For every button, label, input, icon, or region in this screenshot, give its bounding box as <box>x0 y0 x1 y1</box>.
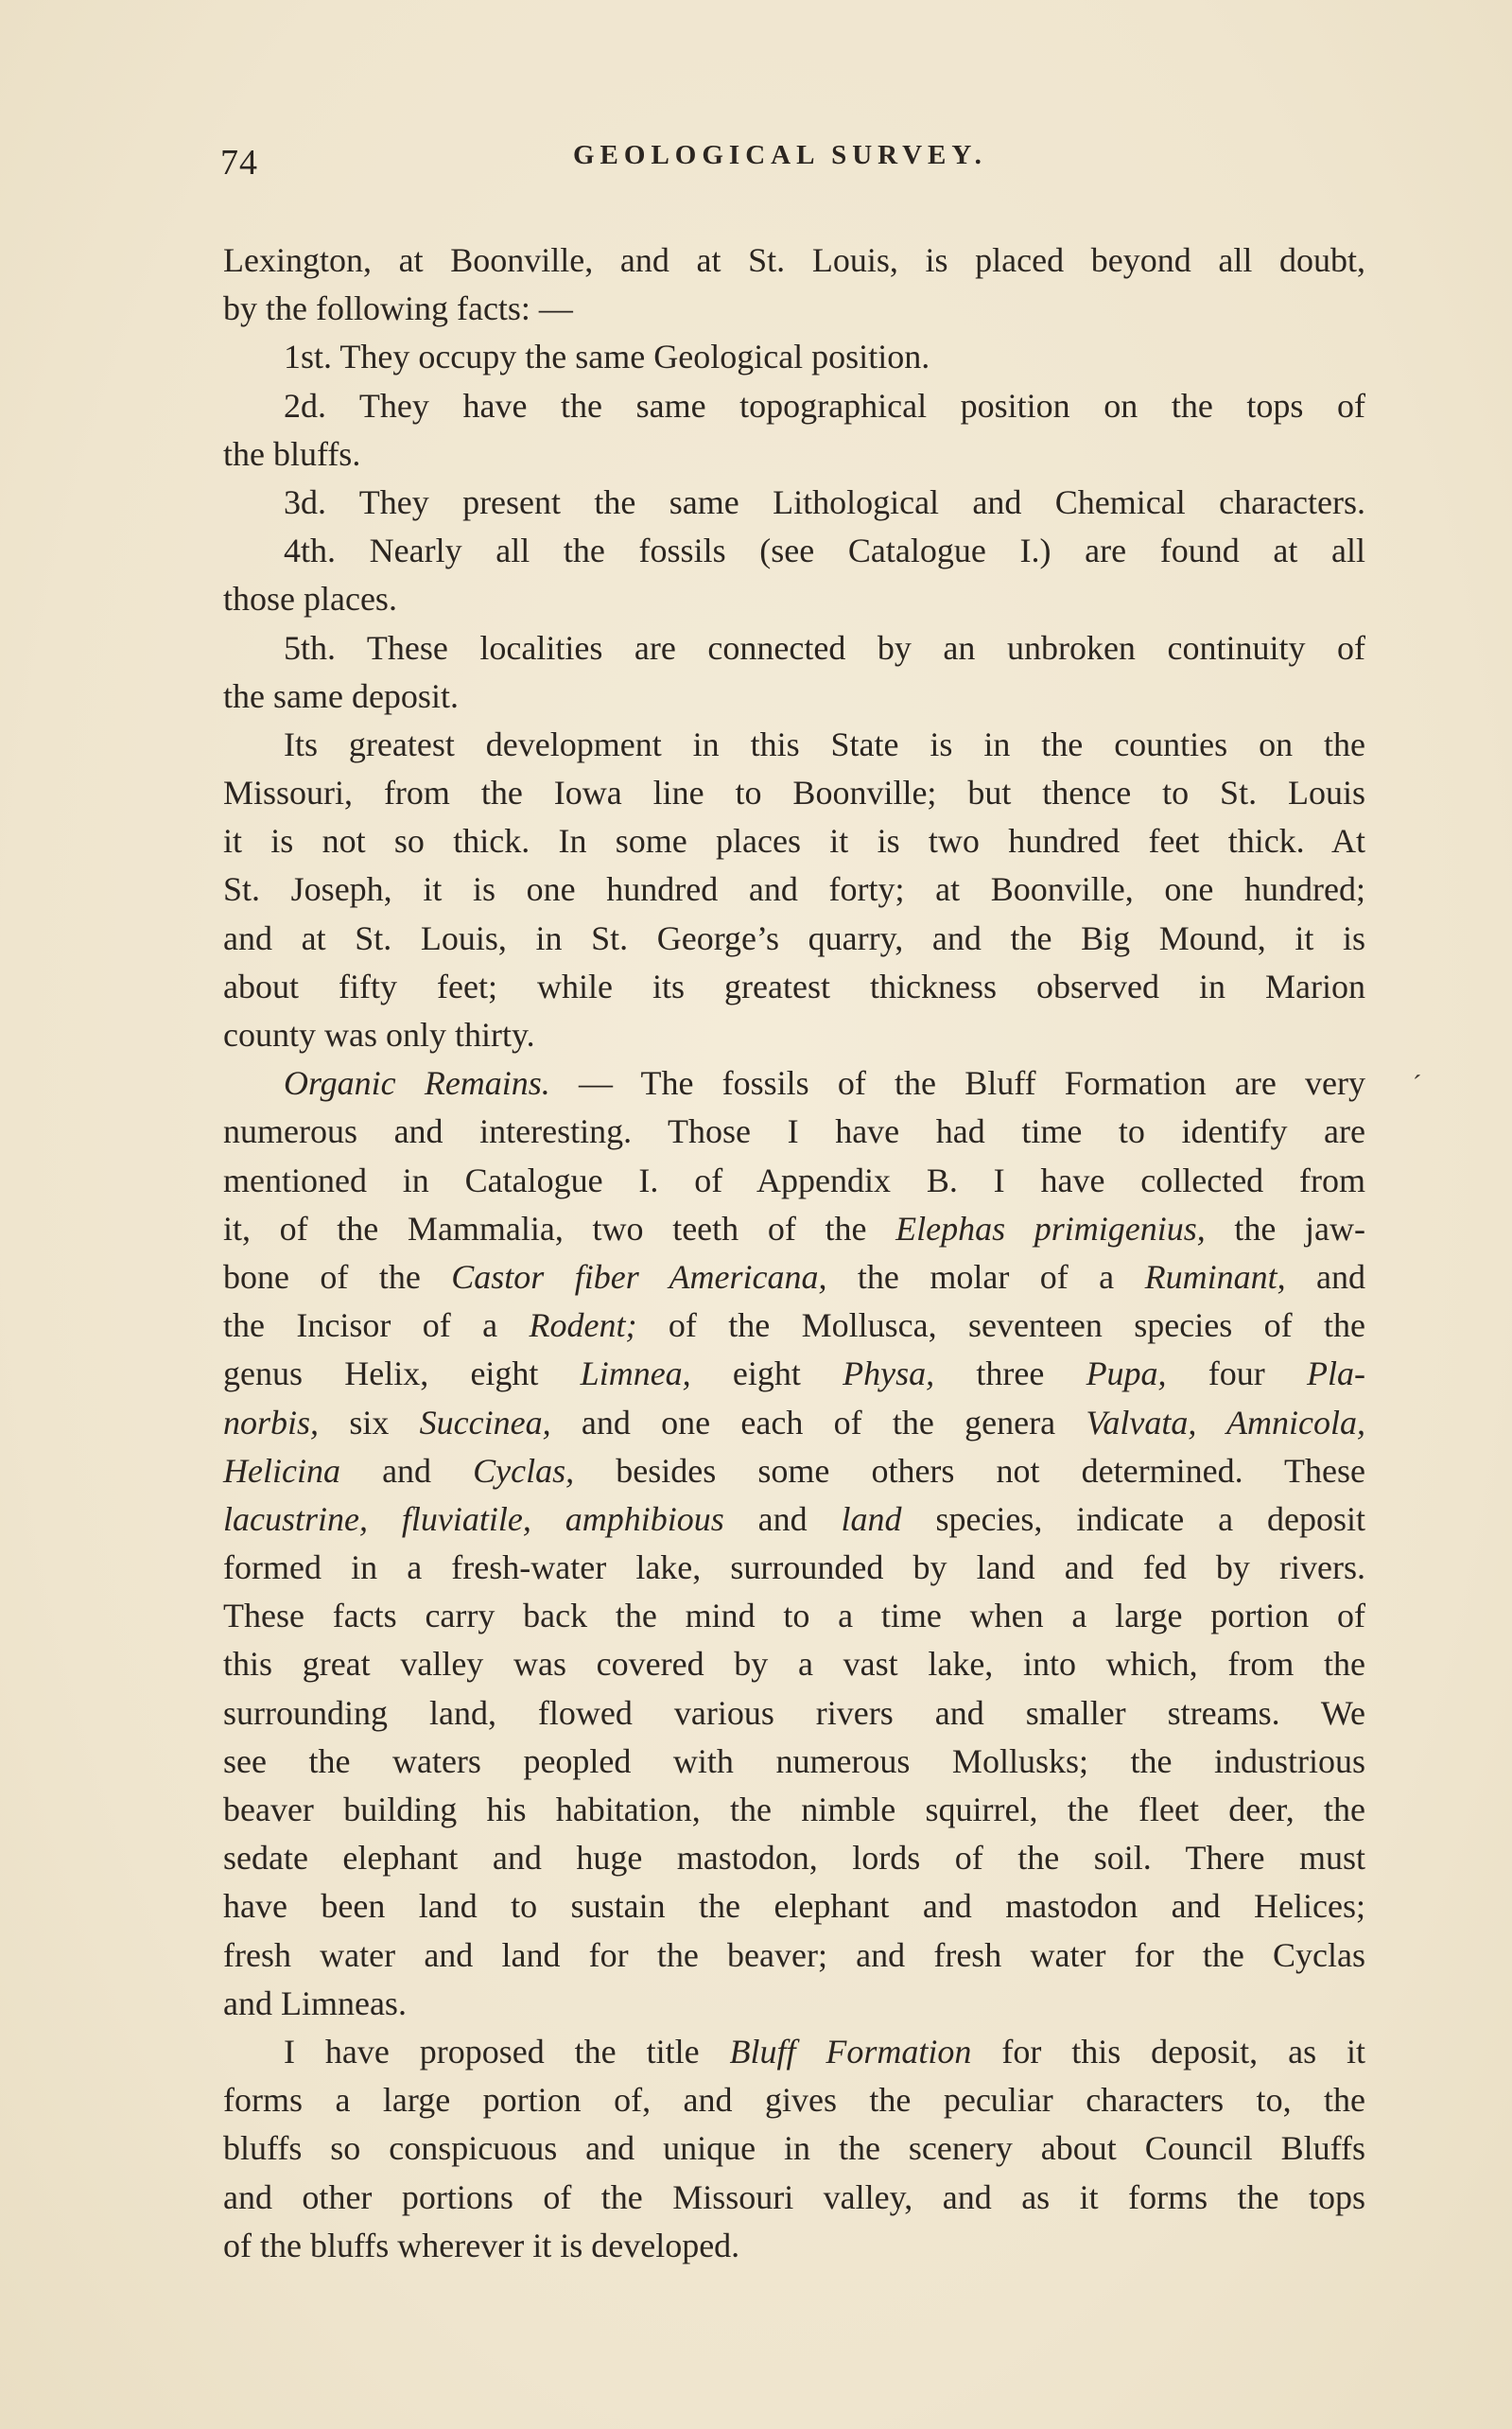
text-line <box>223 2222 1365 2270</box>
text-segment: the jaw- <box>1205 1209 1366 1248</box>
italic-text: lacustrine, fluviatile, amphibious <box>223 1499 724 1538</box>
text-line <box>223 624 1365 673</box>
text-line <box>223 2174 1365 2222</box>
text-line <box>223 2124 1365 2173</box>
text-line <box>223 915 1365 963</box>
text-segment: I have proposed the title <box>284 2032 730 2071</box>
text-line <box>223 1011 1365 1059</box>
italic-text: Elephas primigenius, <box>895 1209 1206 1248</box>
italic-text: Rodent; <box>529 1306 637 1345</box>
text-line <box>223 1399 1365 1447</box>
text-line <box>223 1980 1365 2028</box>
italic-text: Ruminant, <box>1144 1257 1286 1296</box>
text-segment: 3d. They present the same Lithological and Chemical characters. <box>284 482 1365 521</box>
text-segment: Missouri, from the Iowa line to Boonville; but thence to St. Louis <box>223 774 1365 813</box>
text-segment: for this deposit, as it <box>971 2032 1365 2071</box>
text-line <box>223 1205 1365 1253</box>
text-segment: bone of the <box>223 1257 452 1296</box>
text-line <box>223 673 1365 721</box>
text-segment: see the waters peopled with numerous Mollusks; the industrious <box>223 1741 1365 1780</box>
text-segment: fresh water and land for the beaver; and fresh water for the Cyclas <box>223 1935 1365 1974</box>
text-line <box>223 1882 1365 1931</box>
italic-text: Pla- <box>1307 1354 1366 1393</box>
text-segment: 5th. These localities are connected by an unbroken continuity of <box>284 628 1365 667</box>
text-segment: genus Helix, eight <box>223 1354 581 1393</box>
text-segment: surrounding land, flowed various rivers and smaller streams. We <box>223 1693 1365 1732</box>
text-line <box>223 479 1365 527</box>
text-line <box>223 1931 1365 1980</box>
text-line <box>223 2028 1365 2076</box>
margin-mark: ´ <box>1413 1071 1422 1100</box>
italic-text: Limnea, <box>580 1354 691 1393</box>
text-line <box>223 1786 1365 1834</box>
text-line <box>223 1253 1365 1302</box>
italic-text: Cyclas, <box>473 1451 575 1490</box>
text-line <box>223 285 1365 333</box>
text-segment: mentioned in Catalogue I. of Appendix B. I have collected from <box>223 1161 1365 1199</box>
text-segment: 1st. They occupy the same Geological position. <box>284 338 930 376</box>
text-line <box>223 865 1365 914</box>
text-line <box>223 1350 1365 1398</box>
text-segment: the bluffs. <box>223 434 361 473</box>
text-line <box>223 575 1365 623</box>
text-segment: the same deposit. <box>223 676 459 715</box>
text-segment: These facts carry back the mind to a time when a large portion of <box>223 1597 1365 1635</box>
text-segment: of the bluffs wherever it is developed. <box>223 2226 740 2264</box>
text-line <box>223 721 1365 769</box>
italic-text: Helicina <box>223 1451 340 1490</box>
body-text <box>223 236 1365 2270</box>
text-segment: by the following facts: — <box>223 289 573 328</box>
text-line <box>223 236 1365 285</box>
text-segment: six <box>319 1403 420 1442</box>
italic-text: Succinea, <box>419 1403 551 1442</box>
text-line <box>223 1059 1365 1108</box>
text-segment: beaver building his habitation, the nimble squirrel, the fleet deer, the <box>223 1791 1365 1828</box>
text-line <box>223 1108 1365 1156</box>
italic-text: Pupa, <box>1086 1354 1167 1393</box>
italic-text: norbis, <box>223 1403 320 1442</box>
text-line <box>223 1640 1365 1688</box>
text-segment: and other portions of the Missouri valley, and as it forms the tops <box>223 2177 1365 2216</box>
text-line <box>223 333 1365 381</box>
text-segment: bluffs so conspicuous and unique in the scenery about Council Bluffs <box>223 2129 1365 2168</box>
text-segment: this great valley was covered by a vast lake, into which, from the <box>223 1645 1365 1684</box>
italic-text: Physa, <box>843 1354 935 1393</box>
text-segment: and <box>723 1499 842 1538</box>
text-segment: county was only thirty. <box>223 1016 535 1054</box>
text-segment: have been land to sustain the elephant and mastodon and Helices; <box>223 1887 1365 1926</box>
running-head: GEOLOGICAL SURVEY. <box>573 140 987 170</box>
text-segment: eight <box>690 1354 843 1393</box>
text-line <box>223 382 1365 430</box>
text-line <box>223 527 1365 575</box>
text-line <box>223 963 1365 1011</box>
text-segment: those places. <box>223 580 397 619</box>
text-segment: species, indicate a deposit <box>901 1499 1366 1538</box>
text-segment: it is not so thick. In some places it is two hundred feet thick. At <box>223 822 1365 861</box>
text-line <box>223 1592 1365 1640</box>
page-number: 74 <box>220 143 258 183</box>
text-segment: the Incisor of a <box>223 1306 530 1345</box>
text-segment: forms a large portion of, and gives the peculiar characters to, the <box>223 2081 1365 2120</box>
text-segment: and at St. Louis, in St. George’s quarry, and the Big Mound, it is <box>223 918 1365 957</box>
text-segment: four <box>1166 1354 1308 1393</box>
text-segment: formed in a fresh-water lake, surrounded by land and fed by rivers. <box>223 1548 1365 1587</box>
italic-text: Organic Remains. <box>284 1064 550 1103</box>
italic-text: Valvata, Amnicola, <box>1086 1403 1365 1442</box>
italic-text: Castor fiber Americana, <box>451 1257 827 1296</box>
text-segment: and <box>339 1451 474 1490</box>
text-segment: Its greatest development in this State is in the counties on the <box>284 725 1365 763</box>
italic-text: Bluff Formation <box>729 2032 972 2071</box>
text-line <box>223 2076 1365 2124</box>
text-segment: numerous and interesting. Those I have had time to identify are <box>223 1112 1365 1151</box>
text-segment: and one each of the genera <box>550 1403 1086 1442</box>
text-segment: 2d. They have the same topographical position on the tops of <box>284 386 1365 425</box>
text-line <box>223 1689 1365 1738</box>
text-segment: about fifty feet; while its greatest thickness observed in Marion <box>223 967 1365 1005</box>
text-segment: besides some others not determined. These <box>574 1451 1365 1490</box>
text-segment: and Limneas. <box>223 1983 407 2022</box>
text-segment: it, of the Mammalia, two teeth of the <box>223 1209 896 1248</box>
text-segment: the molar of a <box>826 1257 1145 1296</box>
text-line <box>223 769 1365 817</box>
text-line <box>223 1302 1365 1350</box>
text-line <box>223 1544 1365 1592</box>
text-line <box>223 430 1365 479</box>
text-line <box>223 817 1365 865</box>
text-segment: Lexington, at Boonville, and at St. Louis, is placed beyond all doubt, <box>223 241 1365 279</box>
text-segment: of the Mollusca, seventeen species of the <box>636 1306 1365 1345</box>
text-segment: sedate elephant and huge mastodon, lords of the soil. There must <box>223 1839 1365 1878</box>
text-segment: 4th. Nearly all the fossils (see Catalogue I.) are found at all <box>284 532 1365 570</box>
text-line <box>223 1834 1365 1882</box>
text-segment: — The fossils of the Bluff Formation are very <box>549 1064 1365 1103</box>
text-line <box>223 1447 1365 1495</box>
text-line <box>223 1738 1365 1786</box>
italic-text: land <box>841 1499 902 1538</box>
text-segment: and <box>1285 1257 1366 1296</box>
text-segment: St. Joseph, it is one hundred and forty; at Boonville, one hundred; <box>223 870 1365 909</box>
text-segment: three <box>934 1354 1086 1393</box>
text-line <box>223 1157 1365 1205</box>
text-line <box>223 1495 1365 1544</box>
